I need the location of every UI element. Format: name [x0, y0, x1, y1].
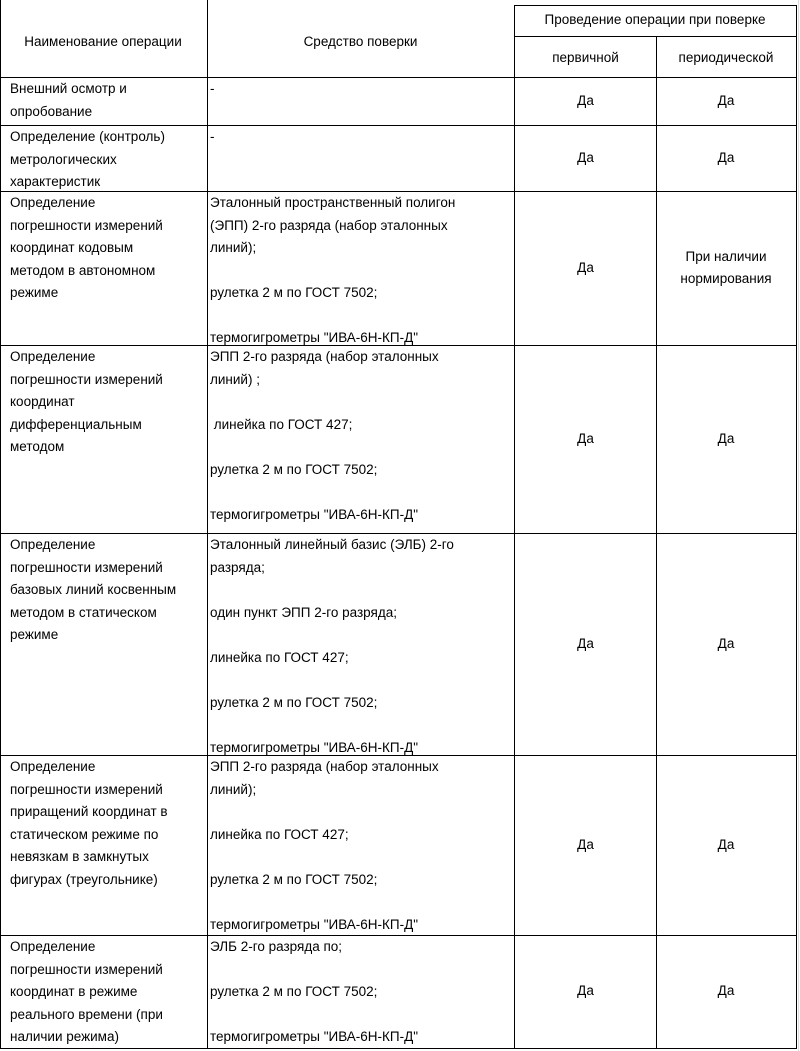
periodic-value: Да [717, 92, 735, 108]
verification-means: (ЭПП) 2-го разряда (набор эталонных [210, 217, 448, 233]
verification-means: один пункт ЭПП 2-го разряда; [210, 604, 397, 620]
verification-means: Эталонный пространственный полигон [210, 195, 456, 210]
operation-name: Определение [10, 939, 96, 954]
verification-means: линейка по ГОСТ 427; [210, 649, 349, 665]
periodic-value: нормирования [680, 271, 772, 286]
operation-name: опробование [10, 103, 93, 119]
grid-line-vertical [0, 0, 1, 1048]
verification-means: - [210, 81, 215, 96]
sheet-gridline [798, 0, 799, 1051]
operation-name: дифференциальным [10, 416, 142, 432]
header-verification-means: Средство поверки [303, 34, 418, 49]
operation-name: Определение [10, 759, 96, 774]
header-periodic: периодической [678, 50, 774, 65]
operation-name: метрологических [10, 151, 117, 167]
verification-means: Эталонный линейный базис (ЭЛБ) 2-го [210, 537, 454, 552]
grid-line-vertical [207, 0, 208, 1048]
primary-value: Да [577, 259, 594, 275]
operation-name: Внешний осмотр и [10, 81, 127, 96]
operation-name: погрешности измерений [10, 781, 163, 797]
header-conduct-operation: Проведение операции при поверке [544, 12, 766, 27]
primary-value: Да [577, 836, 594, 852]
verification-means: рулетка 2 м по ГОСТ 7502; [210, 461, 378, 477]
grid-line-horizontal [514, 5, 797, 6]
operation-name: погрешности измерений [10, 559, 163, 575]
verification-means: термогигрометры "ИВА-6Н-КП-Д" [210, 1029, 419, 1044]
operation-name: Определение (контроль) [10, 129, 165, 144]
verification-means: рулетка 2 м по ГОСТ 7502; [210, 694, 378, 710]
verification-means: ЭЛБ 2-го разряда по; [210, 939, 343, 954]
operation-name: Определение [10, 195, 96, 210]
primary-value: Да [577, 149, 594, 165]
verification-means: термогигрометры "ИВА-6Н-КП-Д" [210, 506, 419, 522]
verification-means: линий); [210, 240, 257, 255]
operation-name: статическом режиме по [10, 826, 159, 842]
primary-value: Да [577, 430, 594, 446]
verification-means: рулетка 2 м по ГОСТ 7502; [210, 285, 378, 300]
grid-line-vertical [656, 36, 657, 1048]
operation-name: координат [10, 394, 75, 409]
primary-value: Да [577, 983, 594, 999]
operation-name: характеристик [10, 174, 101, 189]
operation-name: режиме [10, 285, 59, 300]
verification-means: - [210, 129, 215, 144]
verification-means: линейка по ГОСТ 427; [210, 826, 349, 842]
periodic-value: Да [717, 430, 735, 446]
operation-name: погрешности измерений [10, 371, 163, 387]
verification-means: разряда; [210, 559, 265, 575]
header-primary: первичной [552, 50, 619, 65]
operation-name: Определение [10, 537, 96, 552]
primary-value: Да [577, 92, 594, 108]
operation-name: погрешности измерений [10, 961, 163, 977]
periodic-value: Да [717, 635, 735, 651]
verification-means: рулетка 2 м по ГОСТ 7502; [210, 871, 378, 887]
periodic-value: Да [717, 983, 735, 999]
operation-name: базовых линий косвенным [10, 582, 177, 597]
operation-name: невязкам в замкнутых [10, 849, 149, 864]
primary-value: Да [577, 635, 594, 651]
operation-name: фигурах (треугольнике) [10, 871, 158, 887]
verification-means: линейка по ГОСТ 427; [210, 416, 353, 432]
verification-means: термогигрометры "ИВА-6Н-КП-Д" [210, 916, 419, 932]
grid-line-vertical [796, 5, 797, 1048]
verification-means: линий) ; [210, 371, 260, 387]
operation-name: координат кодовым [10, 240, 134, 255]
operation-name: методом [10, 439, 65, 454]
operation-name: методом в автономном [10, 262, 156, 278]
operation-name: режиме [10, 627, 59, 642]
operation-name: реального времени (при [10, 1006, 163, 1022]
verification-means: линий); [210, 781, 257, 797]
periodic-value: Да [717, 836, 735, 852]
header-operation-name: Наименование операции [24, 34, 182, 49]
operation-name: погрешности измерений [10, 217, 163, 233]
verification-means: ЭПП 2-го разряда (набор эталонных [210, 759, 439, 774]
verification-means: термогигрометры "ИВА-6Н-КП-Д" [210, 330, 419, 345]
operation-name: методом в статическом [10, 604, 157, 620]
periodic-value: При наличии [685, 248, 767, 264]
operation-name: приращений координат в [10, 804, 168, 819]
operation-name: наличии режима) [10, 1029, 119, 1044]
verification-means: ЭПП 2-го разряда (набор эталонных [210, 349, 439, 364]
periodic-value: Да [717, 149, 735, 165]
verification-means: рулетка 2 м по ГОСТ 7502; [210, 984, 378, 999]
operation-name: координат в режиме [10, 984, 138, 999]
verification-means: термогигрометры "ИВА-6Н-КП-Д" [210, 739, 419, 755]
operation-name: Определение [10, 349, 96, 364]
